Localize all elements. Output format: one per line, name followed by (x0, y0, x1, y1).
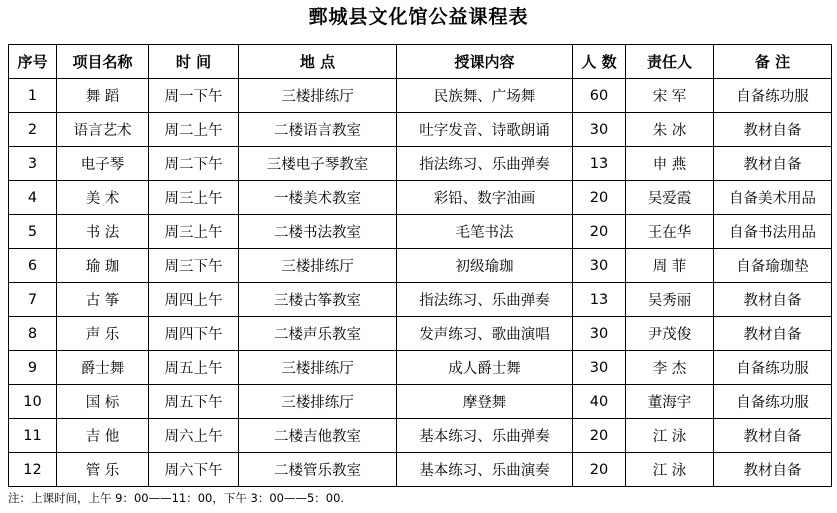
cell-index: 1 (9, 79, 57, 113)
table-row (9, 249, 832, 283)
header-location: 地 点 (239, 45, 397, 79)
cell-remarks: 教材自备 (714, 283, 832, 317)
cell-index: 12 (9, 453, 57, 487)
cell-remarks: 教材自备 (714, 419, 832, 453)
cell-content: 发声练习、歌曲演唱 (397, 317, 573, 351)
table-row (9, 317, 832, 351)
cell-location: 二楼吉他教室 (239, 419, 397, 453)
cell-index: 3 (9, 147, 57, 181)
cell-content: 民族舞、广场舞 (397, 79, 573, 113)
cell-content: 摩登舞 (397, 385, 573, 419)
cell-responsible: 王在华 (626, 215, 714, 249)
cell-location: 三楼排练厅 (239, 351, 397, 385)
cell-course-name: 书 法 (57, 215, 149, 249)
cell-location: 二楼书法教室 (239, 215, 397, 249)
cell-course-name: 声 乐 (57, 317, 149, 351)
cell-count: 13 (573, 283, 626, 317)
table-header-row (9, 45, 832, 79)
cell-index: 2 (9, 113, 57, 147)
cell-index: 8 (9, 317, 57, 351)
cell-time: 周五下午 (149, 385, 239, 419)
cell-location: 二楼语言教室 (239, 113, 397, 147)
cell-remarks: 教材自备 (714, 113, 832, 147)
cell-course-name: 爵士舞 (57, 351, 149, 385)
cell-remarks: 自备练功服 (714, 351, 832, 385)
cell-time: 周六下午 (149, 453, 239, 487)
cell-count: 20 (573, 215, 626, 249)
cell-count: 20 (573, 453, 626, 487)
cell-content: 指法练习、乐曲弹奏 (397, 283, 573, 317)
cell-responsible: 周 菲 (626, 249, 714, 283)
cell-content: 基本练习、乐曲弹奏 (397, 419, 573, 453)
cell-location: 二楼声乐教室 (239, 317, 397, 351)
table-row (9, 453, 832, 487)
cell-responsible: 江 泳 (626, 453, 714, 487)
cell-content: 基本练习、乐曲演奏 (397, 453, 573, 487)
cell-index: 5 (9, 215, 57, 249)
schedule-note: 注：上课时间，上午 9：00——11：00，下午 3：00——5：00. (8, 491, 345, 505)
cell-responsible: 朱 冰 (626, 113, 714, 147)
cell-location: 二楼管乐教室 (239, 453, 397, 487)
cell-time: 周四下午 (149, 317, 239, 351)
cell-course-name: 瑜 珈 (57, 249, 149, 283)
table-row (9, 147, 832, 181)
header-content: 授课内容 (397, 45, 573, 79)
table-row (9, 215, 832, 249)
cell-time: 周五上午 (149, 351, 239, 385)
cell-count: 20 (573, 419, 626, 453)
cell-course-name: 美 术 (57, 181, 149, 215)
cell-content: 彩铅、数字油画 (397, 181, 573, 215)
cell-responsible: 董海宇 (626, 385, 714, 419)
cell-index: 9 (9, 351, 57, 385)
cell-count: 40 (573, 385, 626, 419)
cell-course-name: 语言艺术 (57, 113, 149, 147)
header-index: 序号 (9, 45, 57, 79)
cell-time: 周三上午 (149, 181, 239, 215)
cell-count: 20 (573, 181, 626, 215)
cell-location: 一楼美术教室 (239, 181, 397, 215)
cell-time: 周二下午 (149, 147, 239, 181)
header-responsible: 责任人 (626, 45, 714, 79)
cell-time: 周六上午 (149, 419, 239, 453)
cell-location: 三楼排练厅 (239, 79, 397, 113)
header-remarks: 备 注 (714, 45, 832, 79)
cell-time: 周一下午 (149, 79, 239, 113)
table-row (9, 385, 832, 419)
cell-location: 三楼排练厅 (239, 385, 397, 419)
table-row (9, 113, 832, 147)
cell-course-name: 电子琴 (57, 147, 149, 181)
cell-content: 成人爵士舞 (397, 351, 573, 385)
header-course-name: 项目名称 (57, 45, 149, 79)
cell-remarks: 教材自备 (714, 453, 832, 487)
cell-location: 三楼电子琴教室 (239, 147, 397, 181)
cell-course-name: 舞 蹈 (57, 79, 149, 113)
cell-responsible: 尹茂俊 (626, 317, 714, 351)
cell-time: 周二上午 (149, 113, 239, 147)
cell-index: 6 (9, 249, 57, 283)
cell-content: 吐字发音、诗歌朗诵 (397, 113, 573, 147)
cell-time: 周三上午 (149, 215, 239, 249)
cell-remarks: 自备练功服 (714, 385, 832, 419)
page-title: 鄄城县文化馆公益课程表 (308, 6, 529, 28)
cell-location: 三楼古筝教室 (239, 283, 397, 317)
cell-remarks: 自备美术用品 (714, 181, 832, 215)
cell-count: 60 (573, 79, 626, 113)
table-row (9, 283, 832, 317)
cell-responsible: 申 燕 (626, 147, 714, 181)
cell-time: 周四上午 (149, 283, 239, 317)
table-row (9, 181, 832, 215)
cell-content: 指法练习、乐曲弹奏 (397, 147, 573, 181)
cell-index: 4 (9, 181, 57, 215)
cell-remarks: 自备瑜珈垫 (714, 249, 832, 283)
cell-course-name: 国 标 (57, 385, 149, 419)
cell-remarks: 教材自备 (714, 147, 832, 181)
header-time: 时 间 (149, 45, 239, 79)
cell-count: 30 (573, 351, 626, 385)
cell-count: 30 (573, 113, 626, 147)
cell-count: 13 (573, 147, 626, 181)
cell-index: 7 (9, 283, 57, 317)
header-count: 人 数 (573, 45, 626, 79)
cell-responsible: 吴爱霞 (626, 181, 714, 215)
cell-course-name: 管 乐 (57, 453, 149, 487)
cell-content: 初级瑜珈 (397, 249, 573, 283)
cell-remarks: 自备书法用品 (714, 215, 832, 249)
cell-content: 毛笔书法 (397, 215, 573, 249)
cell-responsible: 江 泳 (626, 419, 714, 453)
cell-remarks: 自备练功服 (714, 79, 832, 113)
table-row (9, 419, 832, 453)
table-row (9, 79, 832, 113)
cell-location: 三楼排练厅 (239, 249, 397, 283)
cell-responsible: 李 杰 (626, 351, 714, 385)
course-schedule-table (8, 44, 832, 487)
cell-course-name: 古 筝 (57, 283, 149, 317)
cell-time: 周三下午 (149, 249, 239, 283)
cell-remarks: 教材自备 (714, 317, 832, 351)
cell-responsible: 吴秀丽 (626, 283, 714, 317)
cell-index: 11 (9, 419, 57, 453)
cell-responsible: 宋 军 (626, 79, 714, 113)
table-row (9, 351, 832, 385)
cell-count: 30 (573, 249, 626, 283)
cell-index: 10 (9, 385, 57, 419)
cell-count: 30 (573, 317, 626, 351)
cell-course-name: 吉 他 (57, 419, 149, 453)
